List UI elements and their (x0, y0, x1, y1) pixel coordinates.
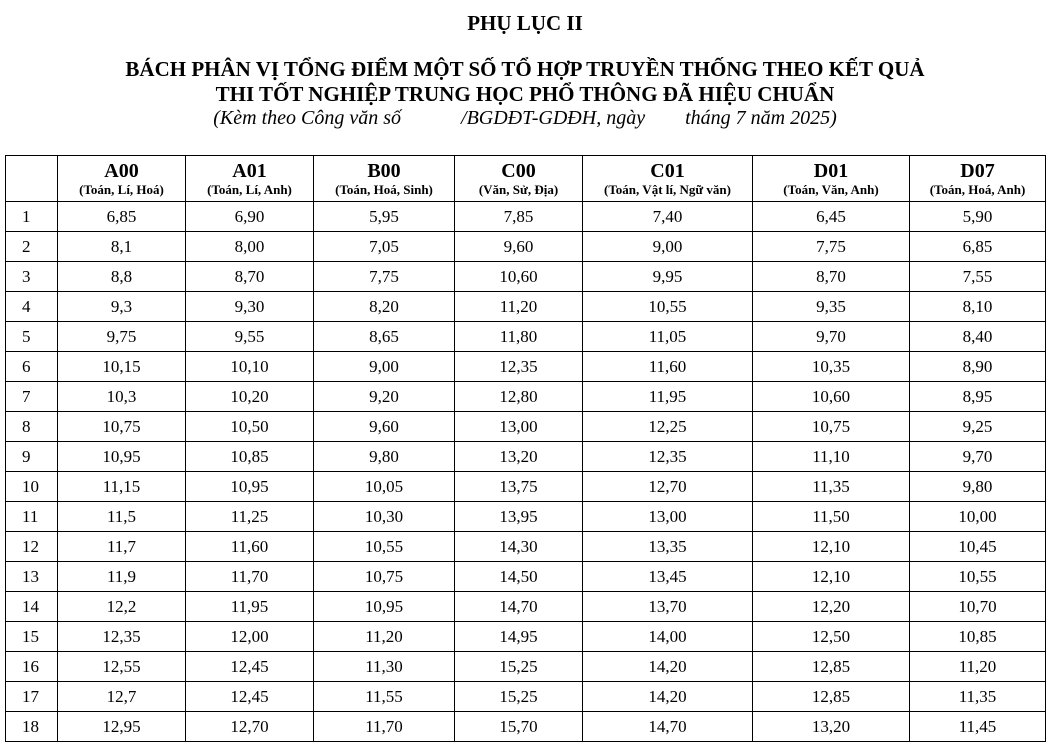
column-subjects: (Toán, Hoá, Sinh) (335, 181, 433, 197)
score-cell: 11,95 (583, 382, 753, 412)
score-cell: 11,35 (910, 682, 1046, 712)
score-cell: 15,70 (455, 712, 583, 742)
score-cell: 9,20 (314, 382, 455, 412)
score-cell: 9,60 (314, 412, 455, 442)
column-code: C00 (501, 159, 536, 182)
table-row (6, 412, 1046, 442)
percentile-index-cell: 13 (6, 562, 58, 592)
score-cell: 13,75 (455, 472, 583, 502)
score-cell: 9,95 (583, 262, 753, 292)
score-cell: 11,55 (314, 682, 455, 712)
column-subjects: (Văn, Sử, Địa) (478, 181, 559, 197)
percentile-index-cell: 11 (6, 502, 58, 532)
appendix-title: PHỤ LỤC II (467, 11, 583, 35)
score-cell: 12,45 (186, 682, 314, 712)
score-cell: 8,8 (58, 262, 186, 292)
score-cell: 12,35 (583, 442, 753, 472)
score-cell: 12,70 (583, 472, 753, 502)
score-cell: 13,00 (455, 412, 583, 442)
score-cell: 10,55 (314, 532, 455, 562)
percentile-index-cell: 2 (6, 232, 58, 262)
score-cell: 9,70 (753, 322, 910, 352)
score-cell: 8,40 (910, 322, 1046, 352)
score-cell: 7,40 (583, 202, 753, 232)
score-cell: 11,70 (314, 712, 455, 742)
column-code: D01 (813, 159, 849, 182)
score-cell: 6,45 (753, 202, 910, 232)
score-cell: 14,30 (455, 532, 583, 562)
column-code: A01 (232, 159, 267, 182)
score-cell: 14,20 (583, 652, 753, 682)
score-cell: 10,75 (314, 562, 455, 592)
score-cell: 10,60 (455, 262, 583, 292)
score-cell: 8,95 (910, 382, 1046, 412)
score-cell: 8,00 (186, 232, 314, 262)
score-cell: 14,50 (455, 562, 583, 592)
score-cell: 5,90 (910, 202, 1046, 232)
score-cell: 12,10 (753, 562, 910, 592)
score-cell: 8,70 (186, 262, 314, 292)
percentile-index-cell: 1 (6, 202, 58, 232)
score-cell: 10,3 (58, 382, 186, 412)
score-cell: 10,30 (314, 502, 455, 532)
table-row (6, 712, 1046, 742)
score-cell: 10,15 (58, 352, 186, 382)
score-cell: 10,95 (58, 442, 186, 472)
table-row (6, 442, 1046, 472)
score-cell: 10,70 (910, 592, 1046, 622)
score-cell: 10,20 (186, 382, 314, 412)
score-cell: 12,85 (753, 652, 910, 682)
score-cell: 12,2 (58, 592, 186, 622)
score-cell: 11,05 (583, 322, 753, 352)
percentile-table (5, 155, 1046, 742)
score-cell: 14,70 (455, 592, 583, 622)
score-cell: 5,95 (314, 202, 455, 232)
score-cell: 7,75 (314, 262, 455, 292)
score-cell: 8,10 (910, 292, 1046, 322)
percentile-index-cell: 7 (6, 382, 58, 412)
percentile-index-cell: 18 (6, 712, 58, 742)
table-body (6, 202, 1046, 742)
percentile-index-cell: 9 (6, 442, 58, 472)
table-row (6, 472, 1046, 502)
table-row (6, 562, 1046, 592)
table-row (6, 232, 1046, 262)
column-code: D07 (960, 159, 995, 182)
score-cell: 10,50 (186, 412, 314, 442)
score-cell: 9,60 (455, 232, 583, 262)
table-row (6, 382, 1046, 412)
score-cell: 10,85 (186, 442, 314, 472)
table-row (6, 622, 1046, 652)
score-cell: 11,5 (58, 502, 186, 532)
score-cell: 12,70 (186, 712, 314, 742)
column-subjects: (Toán, Văn, Anh) (783, 181, 879, 197)
score-cell: 11,10 (753, 442, 910, 472)
column-subjects: (Toán, Lí, Anh) (207, 181, 292, 197)
column-subjects: (Toán, Vật lí, Ngữ văn) (604, 181, 731, 197)
score-cell: 6,90 (186, 202, 314, 232)
score-cell: 11,70 (186, 562, 314, 592)
header-cell-b00 (314, 156, 455, 202)
score-cell: 13,35 (583, 532, 753, 562)
column-subjects: (Toán, Hoá, Anh) (929, 181, 1026, 197)
header-cell-a01 (186, 156, 314, 202)
table-row (6, 262, 1046, 292)
score-cell: 10,60 (753, 382, 910, 412)
header-cell-d01 (753, 156, 910, 202)
score-cell: 8,20 (314, 292, 455, 322)
header-cell-c00 (455, 156, 583, 202)
table-row (6, 202, 1046, 232)
score-cell: 9,75 (58, 322, 186, 352)
score-cell: 15,25 (455, 682, 583, 712)
score-cell: 10,75 (58, 412, 186, 442)
score-cell: 11,60 (186, 532, 314, 562)
score-cell: 7,55 (910, 262, 1046, 292)
score-cell: 9,70 (910, 442, 1046, 472)
score-cell: 11,80 (455, 322, 583, 352)
percentile-index-cell: 17 (6, 682, 58, 712)
score-cell: 11,95 (186, 592, 314, 622)
subtitle-reference: (Kèm theo Công văn số /BGDĐT-GDĐH, ngày tháng 7 năm 2025) (213, 107, 837, 129)
table-row (6, 322, 1046, 352)
score-cell: 15,25 (455, 652, 583, 682)
score-cell: 10,55 (910, 562, 1046, 592)
main-title-line-1: BÁCH PHÂN VỊ TỔNG ĐIỂM MỘT SỐ TỔ HỢP TRUYỀN THỐNG THEO KẾT QUẢ (125, 57, 925, 81)
score-cell: 13,00 (583, 502, 753, 532)
score-cell: 11,30 (314, 652, 455, 682)
table-row (6, 292, 1046, 322)
score-cell: 10,85 (910, 622, 1046, 652)
score-cell: 12,20 (753, 592, 910, 622)
score-cell: 11,50 (753, 502, 910, 532)
percentile-index-cell: 4 (6, 292, 58, 322)
score-cell: 9,00 (314, 352, 455, 382)
main-title-line-2: THI TỐT NGHIỆP TRUNG HỌC PHỔ THÔNG ĐÃ HIỆU CHUẨN (215, 82, 835, 106)
score-cell: 11,25 (186, 502, 314, 532)
header-cell-c01 (583, 156, 753, 202)
column-code: C01 (650, 159, 685, 182)
score-cell: 8,70 (753, 262, 910, 292)
header-cell-d07 (910, 156, 1046, 202)
header-cell-a00 (58, 156, 186, 202)
score-cell: 12,55 (58, 652, 186, 682)
score-cell: 13,20 (455, 442, 583, 472)
score-cell: 10,05 (314, 472, 455, 502)
score-cell: 13,20 (753, 712, 910, 742)
score-cell: 11,15 (58, 472, 186, 502)
score-cell: 13,95 (455, 502, 583, 532)
score-cell: 9,80 (314, 442, 455, 472)
table-row (6, 592, 1046, 622)
percentile-index-cell: 15 (6, 622, 58, 652)
percentile-index-cell: 16 (6, 652, 58, 682)
header-cell-index (6, 156, 58, 202)
score-cell: 11,9 (58, 562, 186, 592)
score-cell: 10,00 (910, 502, 1046, 532)
score-cell: 11,60 (583, 352, 753, 382)
table-row (6, 352, 1046, 382)
score-cell: 11,7 (58, 532, 186, 562)
score-cell: 9,00 (583, 232, 753, 262)
score-cell: 8,65 (314, 322, 455, 352)
score-cell: 14,70 (583, 712, 753, 742)
percentile-index-cell: 8 (6, 412, 58, 442)
percentile-index-cell: 6 (6, 352, 58, 382)
score-cell: 14,00 (583, 622, 753, 652)
score-cell: 8,90 (910, 352, 1046, 382)
score-cell: 12,50 (753, 622, 910, 652)
percentile-index-cell: 12 (6, 532, 58, 562)
score-cell: 9,35 (753, 292, 910, 322)
score-cell: 12,80 (455, 382, 583, 412)
percentile-index-cell: 5 (6, 322, 58, 352)
percentile-index-cell: 3 (6, 262, 58, 292)
score-cell: 12,95 (58, 712, 186, 742)
score-cell: 6,85 (58, 202, 186, 232)
score-cell: 11,35 (753, 472, 910, 502)
score-cell: 10,75 (753, 412, 910, 442)
table-row (6, 682, 1046, 712)
score-cell: 12,35 (455, 352, 583, 382)
score-cell: 9,25 (910, 412, 1046, 442)
score-cell: 9,80 (910, 472, 1046, 502)
score-cell: 11,20 (910, 652, 1046, 682)
score-cell: 10,95 (314, 592, 455, 622)
table-row (6, 502, 1046, 532)
score-cell: 9,3 (58, 292, 186, 322)
table-header-row (6, 156, 1046, 202)
score-cell: 11,20 (314, 622, 455, 652)
score-cell: 7,85 (455, 202, 583, 232)
score-cell: 10,55 (583, 292, 753, 322)
score-cell: 10,35 (753, 352, 910, 382)
score-cell: 6,85 (910, 232, 1046, 262)
score-cell: 11,20 (455, 292, 583, 322)
score-cell: 12,00 (186, 622, 314, 652)
score-cell: 9,55 (186, 322, 314, 352)
score-cell: 12,85 (753, 682, 910, 712)
score-cell: 12,45 (186, 652, 314, 682)
score-cell: 7,05 (314, 232, 455, 262)
score-cell: 12,10 (753, 532, 910, 562)
table-row (6, 532, 1046, 562)
score-cell: 10,45 (910, 532, 1046, 562)
score-cell: 12,35 (58, 622, 186, 652)
table-row (6, 652, 1046, 682)
column-subjects: (Toán, Lí, Hoá) (79, 181, 164, 197)
score-cell: 14,20 (583, 682, 753, 712)
score-cell: 10,95 (186, 472, 314, 502)
score-cell: 8,1 (58, 232, 186, 262)
score-cell: 7,75 (753, 232, 910, 262)
score-cell: 13,70 (583, 592, 753, 622)
score-cell: 13,45 (583, 562, 753, 592)
column-code: A00 (104, 159, 139, 182)
percentile-index-cell: 14 (6, 592, 58, 622)
score-cell: 9,30 (186, 292, 314, 322)
score-cell: 10,10 (186, 352, 314, 382)
score-cell: 14,95 (455, 622, 583, 652)
score-cell: 11,45 (910, 712, 1046, 742)
score-cell: 12,25 (583, 412, 753, 442)
score-cell: 12,7 (58, 682, 186, 712)
column-code: B00 (367, 159, 401, 182)
percentile-index-cell: 10 (6, 472, 58, 502)
